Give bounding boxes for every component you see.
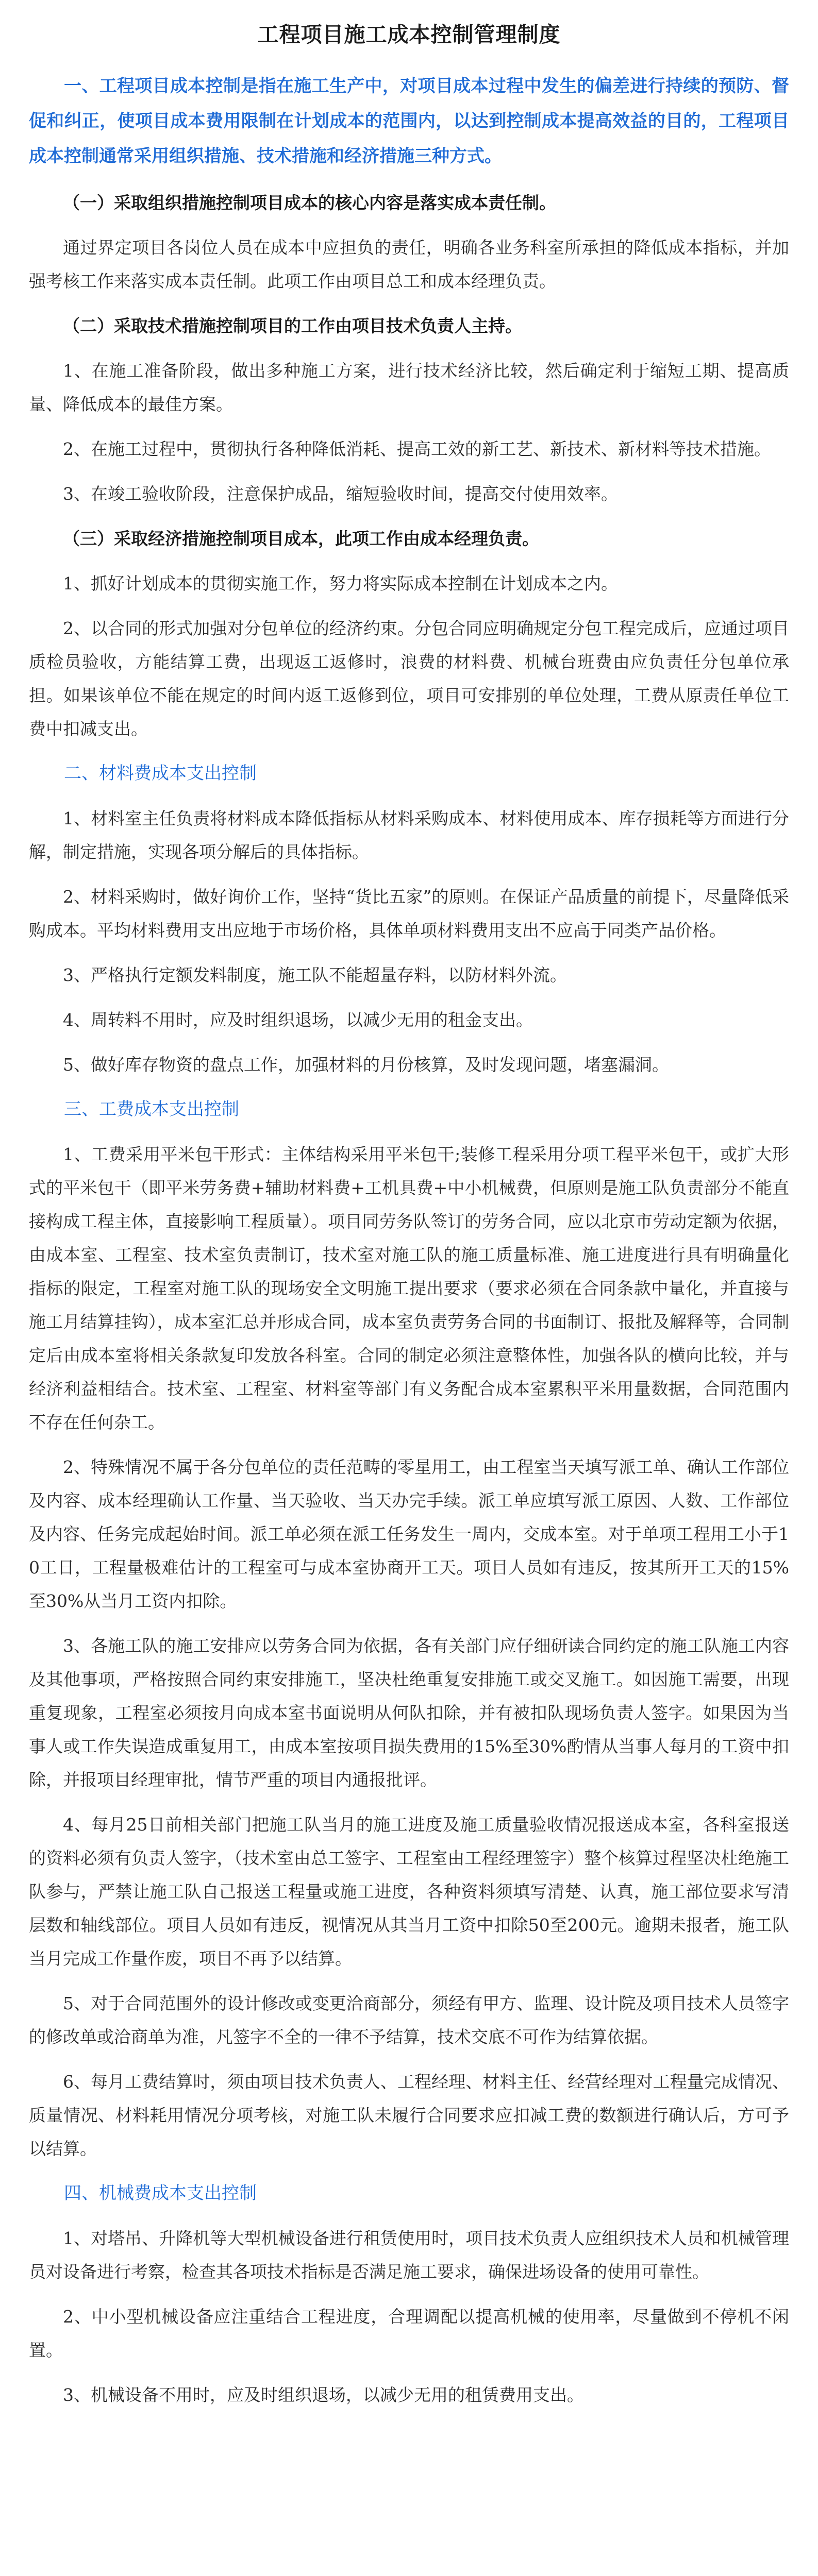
page-title: 工程项目施工成本控制管理制度 — [257, 22, 561, 47]
labor-section-heading: 三、工费成本支出控制 — [64, 1099, 239, 1120]
econ-measure-heading: （三）采取经济措施控制项目成本，此项工作由成本经理负责。 — [63, 529, 539, 549]
material-item: 4、周转料不用时，应及时组织退场，以减少无用的租金支出。 — [63, 1010, 533, 1030]
material-section-heading: 二、材料费成本支出控制 — [64, 763, 257, 784]
econ-measure-item: 1、抓好计划成本的贯彻实施工作，努力将实际成本控制在计划成本之内。 — [63, 573, 618, 594]
org-measure-body: 通过界定项目各岗位人员在成本中应担负的责任，明确各业务科室所承担的降低成本指标，并加强考核工作来落实成本责任制。此项工作由项目总工和成本经理负责。 — [29, 238, 789, 291]
machinery-item: 3、机械设备不用时，应及时组织退场，以减少无用的租赁费用支出。 — [63, 2385, 584, 2405]
labor-item: 4、每月25日前相关部门把施工队当月的施工进度及施工质量验收情况报送成本室，各科室报送的资料必须有负责人签字，（技术室由总工签字、工程室由工程经理签字）整个核算过程坚决杜绝施工队参与，严禁让施工队自己报送工程量或施工进度，各种资料须填写清楚、认真，施工部位要求写清层数和轴线部位。项目人员如有违反，视情况从其当月工资中扣除50至200元。逾期未报者，施工队当月完成工作量作废，项目不再予以结算。 — [29, 1815, 789, 1969]
machinery-item: 2、中小型机械设备应注重结合工程进度，合理调配以提高机械的使用率，尽量做到不停机不闲置。 — [29, 2307, 789, 2360]
org-measure-heading: （一）采取组织措施控制项目成本的核心内容是落实成本责任制。 — [63, 193, 556, 213]
material-item: 2、材料采购时，做好询价工作，坚持“货比五家”的原则。在保证产品质量的前提下，尽量降低采购成本。平均材料费用支出应地于市场价格，具体单项材料费用支出不应高于同类产品价格。 — [29, 887, 789, 940]
labor-item: 5、对于合同范围外的设计修改或变更洽商部分，须经有甲方、监理、设计院及项目技术人员签字的修改单或洽商单为准，凡签字不全的一律不予结算，技术交底不可作为结算依据。 — [29, 1993, 789, 2047]
labor-item: 2、特殊情况不属于各分包单位的责任范畴的零星用工，由工程室当天填写派工单、确认工作部位及内容、成本经理确认工作量、当天验收、当天办完手续。派工单应填写派工原因、人数、工作部位及内容、任务完成起始时间。派工单必须在派工任务发生一周内，交成本室。对于单项工程用工小于10工日，工程量极难估计的工程室可与成本室协商开工天。项目人员如有违反，按其所开工天的15%至30%从当月工资内扣除。 — [29, 1457, 789, 1611]
material-item: 5、做好库存物资的盘点工作，加强材料的月份核算，及时发现问题，堵塞漏洞。 — [63, 1055, 669, 1075]
material-item: 3、严格执行定额发料制度，施工队不能超量存料，以防材料外流。 — [63, 965, 567, 985]
tech-measure-item: 3、在竣工验收阶段，注意保护成品，缩短验收时间，提高交付使用效率。 — [63, 484, 618, 504]
tech-measure-item: 2、在施工过程中，贯彻执行各种降低消耗、提高工效的新工艺、新技术、新材料等技术措施。 — [63, 439, 771, 459]
econ-measure-item: 2、以合同的形式加强对分包单位的经济约束。分包合同应明确规定分包工程完成后，应通过项目质检员验收，方能结算工费，出现返工返修时，浪费的材料费、机械台班费由应负责任分包单位承担。如果该单位不能在规定的时间内返工返修到位，项目可安排别的单位处理，工费从原责任单位工费中扣减支出。 — [29, 618, 789, 739]
machinery-item: 1、对塔吊、升降机等大型机械设备进行租赁使用时，项目技术负责人应组织技术人员和机械管理员对设备进行考察，检查其各项技术指标是否满足施工要求，确保进场设备的使用可靠性。 — [29, 2228, 789, 2282]
labor-item: 1、工费采用平米包干形式：主体结构采用平米包干;装修工程采用分项工程平米包干，或扩大形式的平米包干（即平米劳务费+辅助材料费+工机具费+中小机械费，但原则是施工队负责部分不能直接构成工程主体，直接影响工程质量）。项目同劳务队签订的劳务合同，应以北京市劳动定额为依据，由成本室、工程室、技术室负责制订，技术室对施工队的施工质量标准、施工进度进行具有明确量化指标的限定，工程室对施工队的现场安全文明施工提出要求（要求必须在合同条款中量化，并直接与施工月结算挂钩），成本室汇总并形成合同，成本室负责劳务合同的书面制订、报批及解释等，合同制定后由成本室将相关条款复印发放各科室。合同的制定必须注意整体性，加强各队的横向比较，并与经济利益相结合。技术室、工程室、材料室等部门有义务配合成本室累积平米用量数据，合同范围内不存在任何杂工。 — [29, 1144, 789, 1432]
tech-measure-item: 1、在施工准备阶段，做出多种施工方案，进行技术经济比较，然后确定利于缩短工期、提高质量、降低成本的最佳方案。 — [29, 361, 789, 414]
intro-paragraph: 一、工程项目成本控制是指在施工生产中，对项目成本过程中发生的偏差进行持续的预防、督促和纠正，使项目成本费用限制在计划成本的范围内，以达到控制成本提高效益的目的，工程项目成本控制通常采用组织措施、技术措施和经济措施三种方式。 — [29, 76, 789, 166]
labor-item: 6、每月工费结算时，须由项目技术负责人、工程经理、材料主任、经营经理对工程量完成情况、质量情况、材料耗用情况分项考核，对施工队未履行合同要求应扣减工费的数额进行确认后，方可予以结算。 — [29, 2072, 789, 2159]
labor-item: 3、各施工队的施工安排应以劳务合同为依据，各有关部门应仔细研读合同约定的施工队施工内容及其他事项，严格按照合同约束安排施工，坚决杜绝重复安排施工或交叉施工。如因施工需要，出现重复现象，工程室必须按月向成本室书面说明从何队扣除，并有被扣队现场负责人签字。如果因为当事人或工作失误造成重复用工，由成本室按项目损失费用的15%至30%酌情从当事人每月的工资中扣除，并报项目经理审批，情节严重的项目内通报批评。 — [29, 1636, 789, 1790]
machinery-section-heading: 四、机械费成本支出控制 — [64, 2183, 257, 2204]
tech-measure-heading: （二）采取技术措施控制项目的工作由项目技术负责人主持。 — [63, 316, 522, 336]
material-item: 1、材料室主任负责将材料成本降低指标从材料采购成本、材料使用成本、库存损耗等方面进行分解，制定措施，实现各项分解后的具体指标。 — [29, 808, 789, 862]
